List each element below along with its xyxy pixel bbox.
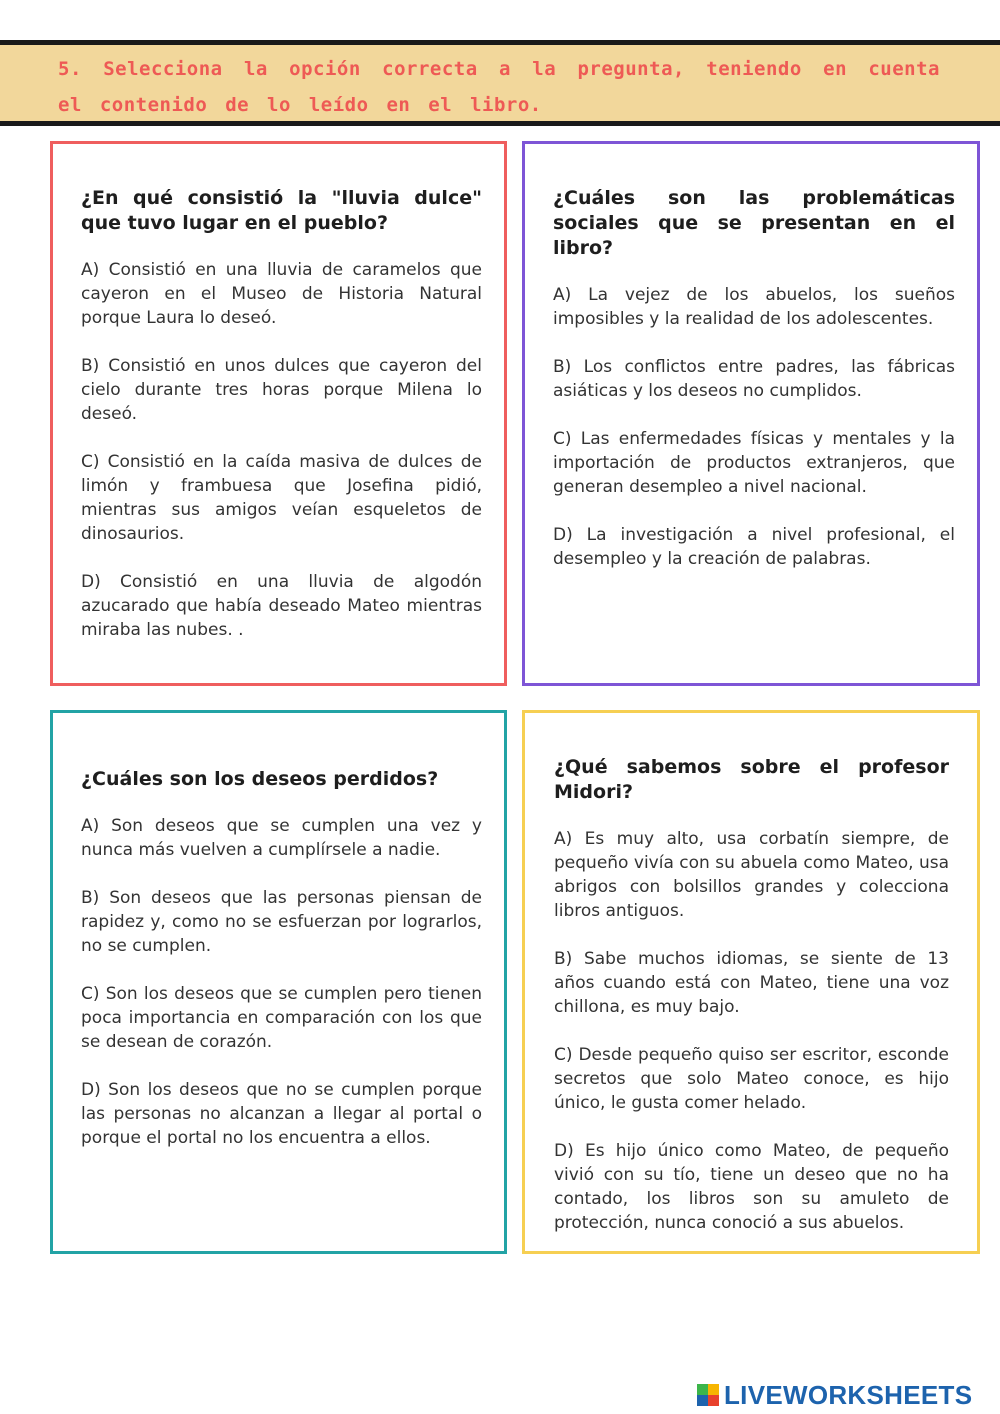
answer-option-a[interactable]: A) Son deseos que se cumplen una vez y nunca más vuelven a cumplírsele a nadie. (81, 816, 482, 860)
answer-option-a[interactable]: A) Consistió en una lluvia de caramelos que cayeron en el Museo de Historia Natural porque Laura lo deseó. (81, 260, 482, 328)
answer-option-b[interactable]: B) Sabe muchos idiomas, se siente de 13 años cuando está con Mateo, tiene una voz chillona, es muy bajo. (554, 949, 949, 1017)
answer-option-d[interactable]: D) Consistió en una lluvia de algodón azucarado que había deseado Mateo mientras miraba las nubes. . (81, 572, 482, 640)
answer-option-c[interactable]: C) Son los deseos que se cumplen pero tienen poca importancia en comparación con los que se desean de corazón. (81, 984, 482, 1052)
answer-option-a[interactable]: A) Es muy alto, usa corbatín siempre, de pequeño vivía con su abuela como Mateo, usa abrigos con bolsillos grandes y colecciona libros antiguos. (554, 829, 949, 921)
instruction-text: 5. Selecciona la opción correcta a la pregunta, teniendo en cuenta el contenido de lo leído en el libro. (58, 58, 940, 116)
answer-option-c[interactable]: C) Desde pequeño quiso ser escritor, esconde secretos que solo Mateo conoce, es hijo único, le gusta comer helado. (554, 1045, 949, 1113)
answer-option-b[interactable]: B) Los conflictos entre padres, las fábricas asiáticas y los deseos no cumplidos. (553, 357, 955, 401)
answer-option-d[interactable]: D) La investigación a nivel profesional, el desempleo y la creación de palabras. (553, 525, 955, 569)
question-card-2 (522, 141, 980, 686)
question-title: ¿Cuáles son los deseos perdidos? (81, 768, 439, 790)
instruction-banner (0, 40, 1000, 126)
answer-option-b[interactable]: B) Son deseos que las personas piensan de rapidez y, como no se esfuerzan por lograrlos, no se cumplen. (81, 888, 482, 956)
question-card-3 (50, 710, 507, 1254)
liveworksheets-logo[interactable] (697, 1380, 972, 1410)
question-card-4 (522, 710, 980, 1254)
question-title: ¿Qué sabemos sobre el profesor Midori? (554, 756, 949, 803)
logo-text: LIVEWORKSHEETS (724, 1379, 973, 1410)
question-title: ¿Cuáles son las problemáticas sociales que se presentan en el libro? (553, 187, 955, 259)
answer-option-b[interactable]: B) Consistió en unos dulces que cayeron del cielo durante tres horas porque Milena lo deseó. (81, 356, 482, 424)
answer-option-d[interactable]: D) Son los deseos que no se cumplen porque las personas no alcanzan a llegar al portal o porque el portal no los encuentra a ellos. (81, 1080, 482, 1148)
question-card-1 (50, 141, 507, 686)
answer-option-d[interactable]: D) Es hijo único como Mateo, de pequeño vivió con su tío, tiene un deseo que no ha contado, los libros son su amuleto de protección, nunca conoció a sus abuelos. (554, 1141, 949, 1233)
answer-option-c[interactable]: C) Las enfermedades físicas y mentales y la importación de productos extranjeros, que generan desempleo a nivel nacional. (553, 429, 955, 497)
answer-option-a[interactable]: A) La vejez de los abuelos, los sueños imposibles y la realidad de los adolescentes. (553, 285, 955, 329)
liveworksheets-logo-icon (697, 1384, 719, 1406)
answer-option-c[interactable]: C) Consistió en la caída masiva de dulces de limón y frambuesa que Josefina pidió, mientras sus amigos veían esqueletos de dinosaurios. (81, 452, 482, 544)
question-title: ¿En qué consistió la "lluvia dulce" que tuvo lugar en el pueblo? (81, 187, 482, 234)
